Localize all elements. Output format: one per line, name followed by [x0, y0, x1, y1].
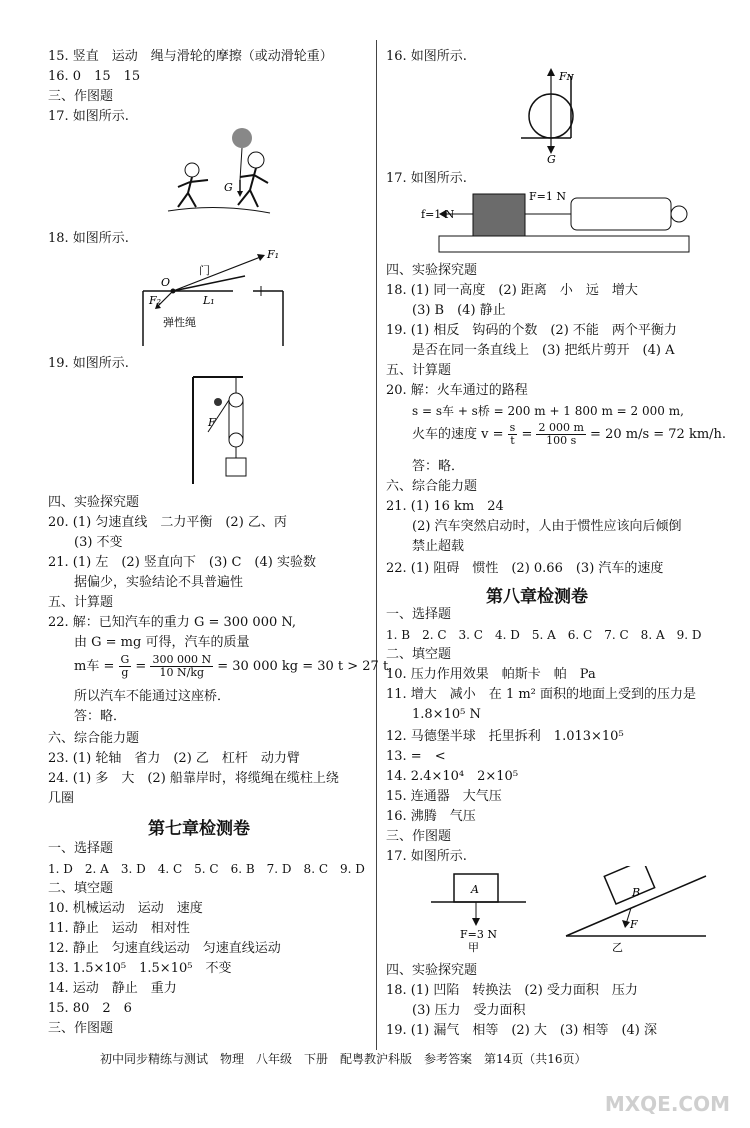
chapter-7-title: 第七章检测卷 [148, 819, 250, 839]
watermark: MXQE.COM [604, 1092, 730, 1116]
c7-section-choice: 一、选择题 [48, 841, 114, 856]
answer-r22: 22. (1) 阻碍 惯性 (2) 0.66 (3) 汽车的速度 [386, 561, 664, 576]
answer-22-line2: 由 G = mg 可得，汽车的质量 [74, 635, 250, 650]
answer-24-line2: 几圈 [48, 791, 75, 806]
section-calculation: 五、计算题 [48, 595, 114, 610]
c8-answer-11-line2: 1.8×10⁵ N [412, 707, 481, 722]
fraction-speed-values: $\frac{2 000 m}{100 s}$ [538, 421, 584, 447]
c8-answer-16: 16. 沸腾 气压 [386, 809, 476, 824]
figure-8-label-b: B [632, 886, 641, 899]
answer-16: 16. 0 15 15 [48, 69, 141, 84]
figure-18-label-o: O [161, 276, 171, 289]
answer-22-formula: m车 = $\frac{G}{g}$ = $\frac{300 000 N}{10 N/kg}$ = 30 000 kg = 30 t > 27 t, [74, 653, 393, 679]
figure-18-door-lever [133, 246, 313, 351]
answer-r21-line1: 21. (1) 16 km 24 [386, 499, 504, 514]
answer-21-line2: 据偏少，实验结论不具普遍性 [74, 575, 244, 590]
c8-answer-15: 15. 连通器 大气压 [386, 789, 502, 804]
section-drawing: 三、作图题 [48, 89, 114, 104]
answer-r20-formula: 火车的速度 v = $\frac{s}{t}$ = $\frac{2 000 m}{100 s}$ = 20 m/s = 72 km/h. [412, 421, 727, 447]
formula-speed-label: 火车的速度 v = [412, 427, 504, 442]
answer-r18-line1: 18. (1) 同一高度 (2) 距离 小 远 增大 [386, 283, 638, 298]
c8-answer-17: 17. 如图所示. [386, 849, 467, 864]
figure-18-label-rope: 弹性绳 [163, 316, 196, 329]
r-section-experiment: 四、实验探究题 [386, 263, 478, 278]
formula-result: = 30 000 kg = 30 t > 27 t, [217, 659, 393, 674]
figure-8-17-blocks [426, 866, 711, 956]
figure-18-label-f1: F₁ [267, 248, 280, 261]
answer-19: 19. 如图所示. [48, 356, 129, 371]
c8-section-drawing: 三、作图题 [386, 829, 452, 844]
figure-8-label-yi: 乙 [612, 941, 623, 954]
c7-answer-15: 15. 80 2 6 [48, 1001, 132, 1016]
answer-r19-line1: 19. (1) 相反 钩码的个数 (2) 不能 两个平衡力 [386, 323, 677, 338]
formula-mass-label: m车 = [74, 659, 115, 674]
answer-17: 17. 如图所示. [48, 109, 129, 124]
c8-answer-18-line2: (3) 压力 受力面积 [412, 1003, 526, 1018]
figure-8-label-a: A [471, 883, 479, 896]
c8-answer-14: 14. 2.4×10⁴ 2×10⁵ [386, 769, 519, 784]
c7-answer-13: 13. 1.5×10⁵ 1.5×10⁵ 不变 [48, 961, 232, 976]
figure-17-label-f-friction: f=1 N [421, 208, 455, 221]
answer-23: 23. (1) 轮轴 省力 (2) 乙 杠杆 动力臂 [48, 751, 300, 766]
answer-24-line1: 24. (1) 多 大 (2) 船靠岸时，将缆绳在缆柱上绕 [48, 771, 339, 786]
r-section-comprehensive: 六、综合能力题 [386, 479, 478, 494]
figure-8-label-jia: 甲 [468, 941, 479, 954]
c8-answer-19: 19. (1) 漏气 相等 (2) 大 (3) 相等 (4) 深 [386, 1023, 657, 1038]
c8-answer-18-line1: 18. (1) 凹陷 转换法 (2) 受力面积 压力 [386, 983, 638, 998]
figure-17-label-f-pull: F=1 N [529, 190, 566, 203]
c7-section-fill: 二、填空题 [48, 881, 114, 896]
answer-r18-line2: (3) B (4) 静止 [412, 303, 506, 318]
r-section-calculation: 五、计算题 [386, 363, 452, 378]
figure-18-label-door: 门 [199, 264, 210, 277]
figure-19-label-f: F [208, 416, 216, 429]
c8-choice-answers: 1. B 2. C 3. C 4. D 5. A 6. C 7. C 8. A 9. D [386, 628, 702, 642]
answer-22-reply: 答：略． [74, 709, 127, 724]
column-divider [376, 40, 377, 1050]
c7-choice-answers: 1. D 2. A 3. D 4. C 5. C 6. B 7. D 8. C 9. D [48, 862, 365, 876]
answer-r21-line2: (2) 汽车突然启动时，人由于惯性应该向后倾倒 [412, 519, 682, 534]
page-footer [0, 1050, 750, 1072]
c7-answer-14: 14. 运动 静止 重力 [48, 981, 177, 996]
fraction-s-over-t: $\frac{s}{t}$ [509, 421, 516, 447]
answer-22-line1: 22. 解：已知汽车的重力 G = 300 000 N, [48, 615, 297, 630]
answer-21-line1: 21. (1) 左 (2) 竖直向下 (3) C (4) 实验数 [48, 555, 316, 570]
figure-17-kite-kids [158, 125, 278, 220]
figure-16-label-fn: Fɴ [559, 70, 574, 83]
footer-text: 初中同步精练与测试 物理 八年级 下册 配粤教沪科版 参考答案 第14页（共16页） [100, 1052, 587, 1066]
c8-section-fill: 二、填空题 [386, 647, 452, 662]
answer-r16: 16. 如图所示. [386, 49, 467, 64]
section-experiment: 四、实验探究题 [48, 495, 140, 510]
figure-17-spring-scale [421, 186, 691, 256]
c7-section-drawing: 三、作图题 [48, 1021, 114, 1036]
answer-18: 18. 如图所示. [48, 231, 129, 246]
answer-22-conclusion: 所以汽车不能通过这座桥． [74, 689, 231, 704]
answer-r21-line3: 禁止超载 [412, 539, 465, 554]
formula-speed-result: = 20 m/s = 72 km/h. [590, 427, 727, 442]
c7-answer-12: 12. 静止 匀速直线运动 匀速直线运动 [48, 941, 281, 956]
fraction-values: $\frac{300 000 N}{10 N/kg}$ [152, 653, 212, 679]
section-comprehensive: 六、综合能力题 [48, 731, 140, 746]
figure-16-ball-wall [511, 66, 601, 164]
answer-20-line1: 20. (1) 匀速直线 二力平衡 (2) 乙、丙 [48, 515, 287, 530]
c8-section-experiment: 四、实验探究题 [386, 963, 478, 978]
figure-8-label-f: F [630, 918, 638, 931]
answer-15: 15. 竖直 运动 绳与滑轮的摩擦（或动滑轮重） [48, 49, 333, 64]
answer-r17: 17. 如图所示. [386, 171, 467, 186]
figure-8-label-f3: F=3 N [460, 928, 497, 941]
answer-20-line2: (3) 不变 [74, 535, 123, 550]
c8-answer-11-line1: 11. 增大 减小 在 1 m² 面积的地面上受到的压力是 [386, 687, 697, 702]
c8-answer-12: 12. 马德堡半球 托里拆利 1.013×10⁵ [386, 729, 624, 744]
c7-answer-10: 10. 机械运动 运动 速度 [48, 901, 203, 916]
answer-r20-distance: s = s车 + s桥 = 200 m + 1 800 m = 2 000 m, [412, 404, 684, 418]
c8-answer-13: 13. = < [386, 749, 446, 764]
answer-r20-line1: 20. 解：火车通过的路程 [386, 383, 528, 398]
figure-16-label-g: G [547, 153, 556, 164]
answer-r20-reply: 答：略． [412, 459, 465, 474]
figure-18-label-l1: L₁ [203, 294, 215, 307]
fraction-g-over-g: $\frac{G}{g}$ [120, 653, 130, 679]
figure-18-label-f2: F₂ [149, 294, 162, 307]
c7-answer-11: 11. 静止 运动 相对性 [48, 921, 190, 936]
figure-17-label-g: G [224, 181, 233, 194]
c8-section-choice: 一、选择题 [386, 607, 452, 622]
figure-19-pulley [188, 372, 268, 487]
chapter-8-title: 第八章检测卷 [486, 587, 588, 607]
answer-r19-line2: 是否在同一条直线上 (3) 把纸片剪开 (4) A [412, 343, 675, 358]
c8-answer-10: 10. 压力作用效果 帕斯卡 帕 Pa [386, 667, 596, 682]
